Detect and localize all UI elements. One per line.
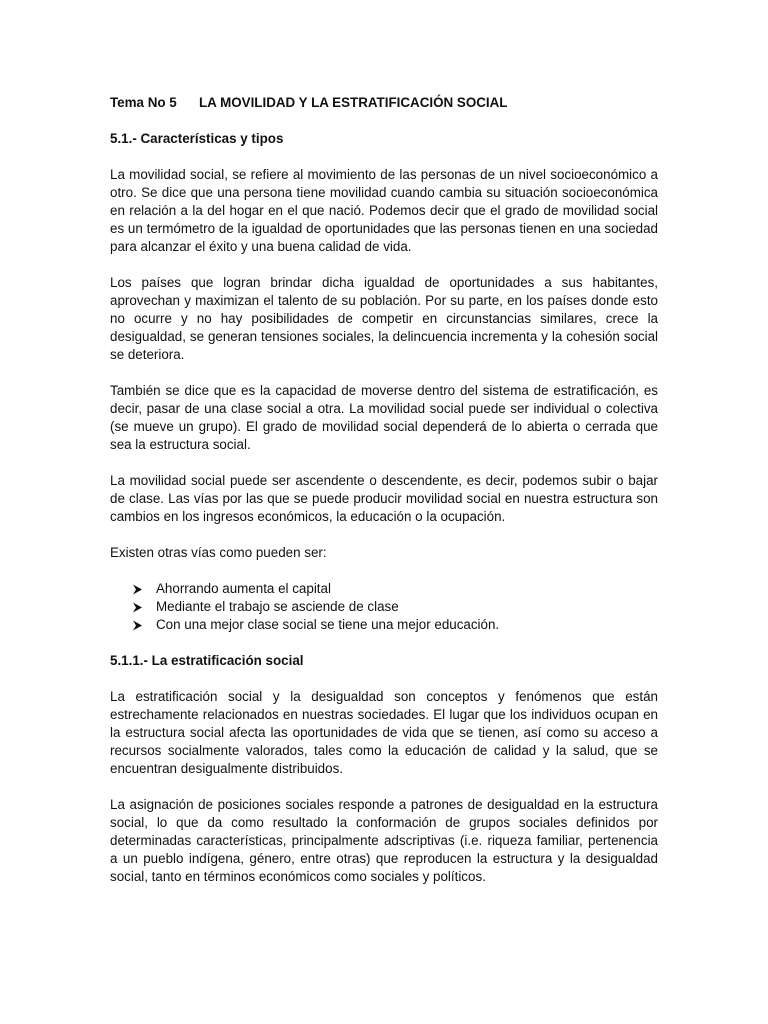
paragraph: La movilidad social, se refiere al movimiento de las personas de un nivel socioeconómico a otro. Se dice que una persona tiene movilidad cuando cambia su situación socioeconómica en relación a la del hogar en el que nació. Podemos decir que el grado de movilidad social es un termómetro de la igualdad de oportunidades que las personas tienen en una sociedad para alcanzar el éxito y una buena calidad de vida. bbox=[110, 167, 658, 254]
section-heading-5-1-1: 5.1.1.- La estratificación social bbox=[110, 653, 304, 668]
list-item bbox=[130, 580, 658, 598]
list-item bbox=[130, 616, 658, 634]
list-item-text: Con una mejor clase social se tiene una mejor educación. bbox=[156, 617, 500, 632]
paragraph: También se dice que es la capacidad de moverse dentro del sistema de estratificación, es decir, pasar de una clase social a otra. La movilidad social puede ser individual o colectiva (se mueve un grupo). El grado de movilidad social dependerá de lo abierta o cerrada que sea la estructura social. bbox=[110, 383, 658, 452]
list-item-text: Ahorrando aumenta el capital bbox=[156, 581, 331, 596]
paragraph: Los países que logran brindar dicha igualdad de oportunidades a sus habitantes, aprovechan y maximizan el talento de su población. Por su parte, en los países donde esto no ocurre y no hay posibilidades de competir en circunstancias similares, crece la desigualdad, se generan tensiones sociales, la delincuencia incrementa y la cohesión social se deteriora. bbox=[110, 275, 658, 362]
list-item bbox=[130, 598, 658, 616]
paragraph: La movilidad social puede ser ascendente o descendente, es decir, podemos subir o bajar de clase. Las vías por las que se puede producir movilidad social en nuestra estructura son cambios en los ingresos económicos, la educación o la ocupación. bbox=[110, 473, 658, 524]
list-intro: Existen otras vías como pueden ser: bbox=[110, 545, 327, 560]
bullet-list bbox=[110, 580, 658, 634]
document-page bbox=[110, 94, 658, 904]
arrow-right-icon bbox=[132, 620, 143, 631]
arrow-right-icon bbox=[132, 584, 143, 595]
title-main: LA MOVILIDAD Y LA ESTRATIFICACIÓN SOCIAL bbox=[199, 95, 508, 110]
paragraph: La estratificación social y la desigualdad son conceptos y fenómenos que están estrechamente relacionados en nuestras sociedades. El lugar que los individuos ocupan en la estructura social afecta las oportunidades de vida que se tienen, así como su acceso a recursos socialmente valorados, tales como la educación de calidad y la salud, que se encuentran desigualmente distribuidos. bbox=[110, 689, 658, 776]
title-prefix: Tema No 5 bbox=[110, 95, 177, 110]
paragraph: La asignación de posiciones sociales responde a patrones de desigualdad en la estructura social, lo que da como resultado la conformación de grupos sociales definidos por determinadas características, principalmente adscriptivas (i.e. riqueza familiar, pertenencia a un pueblo indígena, género, entre otras) que reproducen la estructura y la desigualdad social, tanto en términos económicos como sociales y políticos. bbox=[110, 797, 658, 884]
section-heading-5-1: 5.1.- Características y tipos bbox=[110, 131, 284, 146]
document-title bbox=[110, 94, 658, 112]
list-item-text: Mediante el trabajo se asciende de clase bbox=[156, 599, 399, 614]
arrow-right-icon bbox=[132, 602, 143, 613]
